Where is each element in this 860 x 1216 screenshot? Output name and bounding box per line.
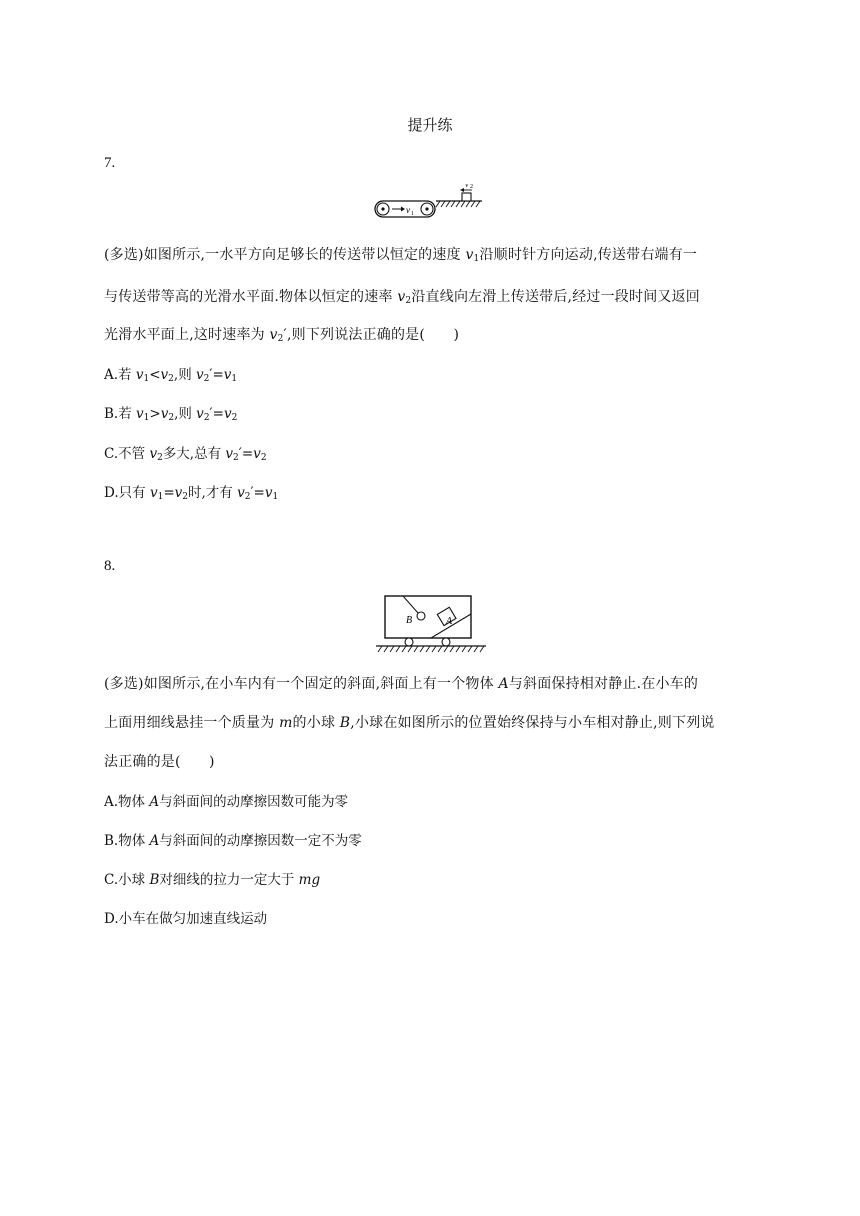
q7-stem-line-1: (多选)如图所示,一水平方向足够长的传送带以恒定的速度 $v_1$沿顺时针方向运动,传送带右端有一 — [104, 247, 698, 264]
label-v1: v — [406, 205, 410, 215]
q8-stem-line-1: (多选)如图所示,在小车内有一个固定的斜面,斜面上有一个物体 A与斜面保持相对静止.在小车的 — [104, 676, 699, 692]
q8-option-b: B.物体 A与斜面间的动摩擦因数一定不为零 — [104, 833, 362, 849]
q8-stem-line-3: 法正确的是( ) — [104, 754, 215, 770]
q8-option-d: D.小车在做匀加速直线运动 — [104, 911, 268, 927]
section-title: 提升练 — [407, 116, 453, 134]
question-8-number: 8. — [104, 558, 116, 574]
q8-stem-line-2: 上面用细线悬挂一个质量为 m的小球 B,小球在如图所示的位置始终保持与小车相对静止,则下列说 — [104, 715, 715, 731]
q7-stem-line-3: 光滑水平面上,这时速率为 $v_2'$,则下列说法正确的是( ) — [104, 327, 460, 344]
label-v1-sub: 1 — [411, 211, 414, 217]
cart-incline-figure — [374, 592, 490, 658]
q7-option-b: B.若 $v_1>v_2$,则 $v_2'=v_2$ — [104, 406, 238, 423]
q8-option-c: C.小球 B对细线的拉力一定大于 mg — [104, 872, 321, 888]
label-b: B — [406, 615, 413, 626]
conveyor-belt-figure — [370, 184, 492, 228]
q7-option-c: C.不管 $v_2$多大,总有 $v_2'=v_2$ — [104, 446, 267, 463]
label-v2-sub: 2 — [470, 184, 473, 190]
q7-option-a: A.若 $v_1<v_2$,则 $v_2'=v_1$ — [104, 367, 238, 384]
label-v2: v — [465, 184, 469, 189]
label-a: A — [446, 616, 453, 627]
q8-option-a: A.物体 A与斜面间的动摩擦因数可能为零 — [104, 794, 349, 810]
q7-stem-line-2: 与传送带等高的光滑水平面.物体以恒定的速率 $v_2$沿直线向左滑上传送带后,经过一段时间又返回 — [104, 289, 701, 306]
q7-option-d: D.只有 $v_1=v_2$时,才有 $v_2'=v_1$ — [104, 485, 279, 502]
question-7-number: 7. — [104, 155, 116, 171]
